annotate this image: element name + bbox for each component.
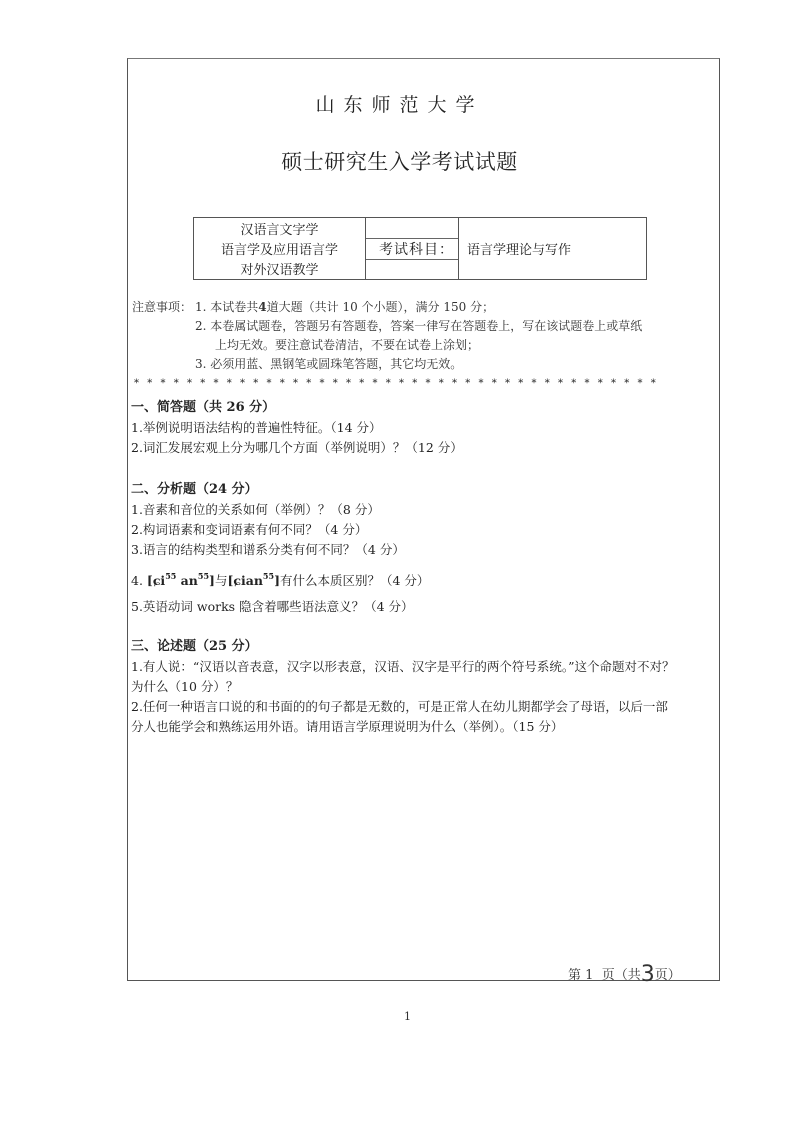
asterisk: * <box>399 378 404 389</box>
handwritten-total: 3 <box>640 962 655 987</box>
asterisk: * <box>147 378 153 389</box>
section-essay <box>131 637 674 737</box>
question: 2.构词语素和变词语素有何不同？（4 分） <box>131 522 368 537</box>
asterisk: * <box>531 378 537 389</box>
major-item: 对外汉语教学 <box>240 262 319 278</box>
exam-title: 硕士研究生入学考试试题 <box>281 150 518 174</box>
asterisk: * <box>637 378 643 389</box>
asterisk: * <box>134 378 139 389</box>
asterisk: * <box>187 378 192 389</box>
subject-value: 语言学理论与写作 <box>467 243 572 258</box>
asterisk: * <box>319 378 325 389</box>
note-item: 2. 本卷属试题卷，答题另有答题卷，答案一律写在答题卷上，写在该试题卷上或草纸 <box>195 319 643 333</box>
asterisk: * <box>293 378 298 389</box>
asterisk: * <box>425 378 431 389</box>
asterisk: * <box>491 378 497 389</box>
asterisk: * <box>478 378 484 389</box>
asterisk: * <box>266 378 272 389</box>
asterisk: * <box>226 378 232 389</box>
question-continuation: 分人也能学会和熟练运用外语。请用语言学原理说明为什么（举例）。（15 分） <box>131 719 564 734</box>
question: 2.任何一种语言口说的和书面的的句子都是无数的，可是正常人在幼儿期都学会了母语，以后一部 <box>131 699 668 714</box>
exam-info-table <box>193 217 647 280</box>
question: 2.词汇发展宏观上分为哪几个方面（举例说明）？（12 分） <box>131 440 463 455</box>
asterisk: * <box>412 378 418 389</box>
asterisk: * <box>200 378 206 389</box>
asterisk: * <box>544 378 550 389</box>
question: 5.英语动词 works 隐含着哪些语法意义？（4 分） <box>131 599 414 614</box>
section-short-answer <box>131 398 463 458</box>
asterisk: * <box>346 378 351 389</box>
ipa-transcription: [ɕian$^{55}$] <box>227 571 280 588</box>
note-item: 3. 必须用蓝、黑钢笔或圆珠笔答题，其它均无效。 <box>195 357 463 371</box>
section-analysis <box>131 480 429 617</box>
university-name: 山东师范大学 <box>315 94 484 116</box>
question-continuation: 为什么（10 分）？ <box>131 679 239 694</box>
asterisk: * <box>438 378 444 389</box>
question: 1.音素和音位的关系如何（举例）？（8 分） <box>131 502 380 517</box>
asterisk: * <box>611 378 616 389</box>
section-heading: 二、分析题（24 分） <box>131 482 258 497</box>
page-indicator: 第 1 页（共3页） <box>568 962 681 987</box>
notes-label: 注意事项： <box>132 300 193 314</box>
asterisk: * <box>359 378 365 389</box>
note-item: 注意事项： 1. 本试卷共4道大题（共计 10 个小题），满分 150 分； <box>132 298 642 317</box>
asterisk: * <box>650 378 656 389</box>
major-item: 汉语言文字学 <box>240 223 319 239</box>
question: 1.有人说：“汉语以音表意，汉字以形表意，汉语、汉字是平行的两个符号系统。”这个命题对不对？ <box>131 659 675 674</box>
question-ipa: 4. [ɕi$^{55}$ $an^{55}$]与[ɕian$^{55}$]有什么本质区别？（4 分） <box>131 571 430 588</box>
asterisk: * <box>571 378 577 389</box>
asterisk: * <box>465 378 471 389</box>
asterisk: * <box>505 378 510 389</box>
asterisk: * <box>160 378 166 389</box>
empty-cell <box>366 259 458 280</box>
question: 3.语言的结构类型和谱系分类有何不同？（4 分） <box>131 542 405 557</box>
asterisk: * <box>597 378 603 389</box>
asterisk: * <box>452 378 457 389</box>
subject-label: 考试科目： <box>366 238 458 259</box>
asterisk: * <box>306 378 312 389</box>
asterisk: * <box>624 378 630 389</box>
asterisk: * <box>372 378 378 389</box>
note-item-continuation: 上均无效。要注意试卷清洁，不要在试卷上涂划； <box>215 338 480 352</box>
question: 1.举例说明语法结构的普遍性特征。（14 分） <box>131 420 382 435</box>
section-heading: 三、论述题（25 分） <box>131 639 258 654</box>
subject-label-column <box>366 218 459 279</box>
empty-cell <box>366 218 458 238</box>
asterisk: * <box>279 378 285 389</box>
asterisk: * <box>173 378 179 389</box>
ipa-transcription: [ɕi$^{55}$ $an^{55}$] <box>146 571 215 588</box>
asterisk: * <box>253 378 259 389</box>
major-item: 语言学及应用语言学 <box>220 242 338 258</box>
asterisk: * <box>558 378 563 389</box>
asterisk: * <box>518 378 524 389</box>
exam-notes <box>132 298 642 374</box>
asterisk: * <box>332 378 338 389</box>
majors-column <box>194 218 366 279</box>
asterisk: * <box>385 378 391 389</box>
bottom-page-number: 1 <box>404 1010 411 1023</box>
asterisk: * <box>584 378 590 389</box>
asterisk: * <box>213 378 219 389</box>
section-heading: 一、简答题（共 26 分） <box>131 400 276 415</box>
asterisk-separator <box>134 379 656 389</box>
asterisk: * <box>240 378 245 389</box>
